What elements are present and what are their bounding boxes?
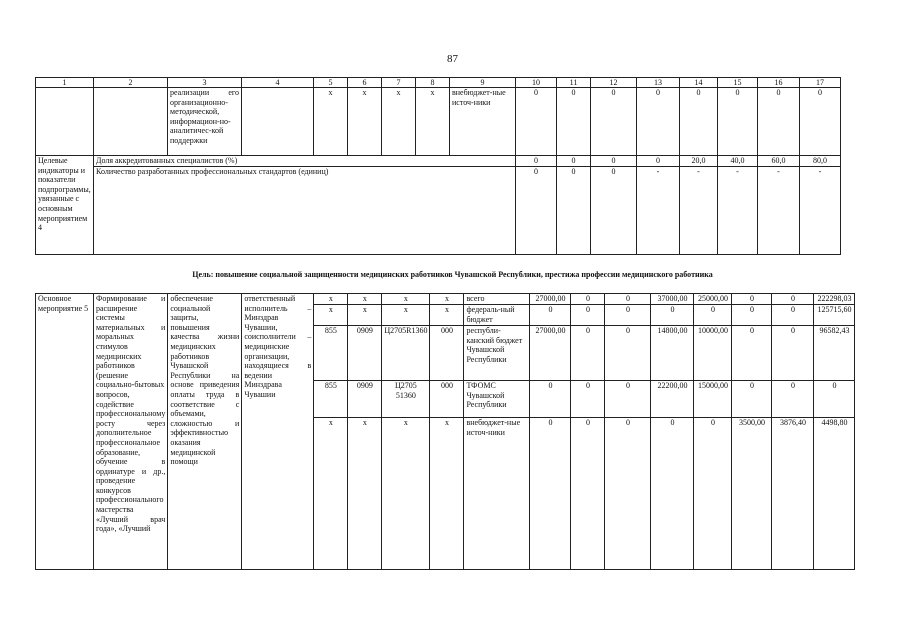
code-cell: х	[314, 294, 348, 305]
funding-source: всего	[464, 294, 530, 305]
header-cell: 1	[36, 78, 94, 88]
value-cell: 15000,00	[694, 381, 732, 418]
table-bottom	[35, 293, 855, 570]
value-cell: 0	[571, 305, 605, 326]
value-cell: 0	[571, 381, 605, 418]
value-cell: 0	[571, 326, 605, 381]
indicator-name: Доля аккредитованных специалистов (%)	[94, 156, 516, 167]
value-cell: -	[718, 167, 758, 255]
value-cell: 0	[732, 305, 772, 326]
header-cell: 4	[242, 78, 314, 88]
header-cell: 15	[718, 78, 758, 88]
funding-source: внебюджет-ные источ-ники	[450, 88, 516, 156]
measure-executor: ответственный исполнитель – Минздрав Чувашии, соисполнители – медицинские организации, находящиеся в ведении Минздрава Чувашии	[242, 294, 314, 570]
value-cell: 0	[605, 381, 651, 418]
value-cell: 0	[772, 326, 814, 381]
value-cell: 0	[516, 88, 557, 156]
value-cell: 0	[571, 418, 605, 570]
value-cell: 0	[605, 418, 651, 570]
table-row	[36, 156, 841, 167]
value-cell: 27000,00	[530, 294, 571, 305]
value-cell: 60,0	[758, 156, 800, 167]
code-cell: х	[348, 294, 382, 305]
value-cell: 0	[694, 418, 732, 570]
code-cell: х	[430, 305, 464, 326]
value-cell: 0	[591, 156, 637, 167]
value-cell: 0	[732, 381, 772, 418]
value-cell: 0	[814, 381, 855, 418]
goal-heading: Цель: повышение социальной защищенности медицинских работников Чувашской Республики, престижа профессии медицинского работника	[192, 270, 713, 279]
header-cell: 11	[557, 78, 591, 88]
indicator-name: Количество разработанных профессиональных стандартов (единиц)	[94, 167, 516, 255]
header-cell: 9	[450, 78, 516, 88]
value-cell: 3876,40	[772, 418, 814, 570]
code-cell: х	[382, 294, 430, 305]
funding-source: республи-канский бюджет Чувашской Республики	[464, 326, 530, 381]
value-cell: 0	[732, 326, 772, 381]
code-cell: х	[348, 305, 382, 326]
header-cell: 3	[168, 78, 242, 88]
measure-description: Формирование и расширение системы материальных и моральных стимулов медицинских работников (решение социально-бытовых вопросов, содействие профессиональному росту через дополнительное профессиональное образование, обучение в ординатуре и др., проведение конкурсов профессионального мастерства «Лучший врач года», «Лучший	[94, 294, 168, 570]
value-cell: -	[758, 167, 800, 255]
value-cell: 4498,80	[814, 418, 855, 570]
header-cell: 7	[382, 78, 416, 88]
empty-cell	[36, 88, 94, 156]
code-cell: х	[348, 418, 382, 570]
value-cell: 0	[651, 418, 694, 570]
funding-source: внебюджет-ные источ-ники	[464, 418, 530, 570]
code-cell: 0909	[348, 381, 382, 418]
value-cell: -	[680, 167, 718, 255]
value-cell: 0	[637, 156, 680, 167]
value-cell: 0	[732, 294, 772, 305]
code-cell: х	[430, 294, 464, 305]
task-text: реализации его организационно-методической, информацион-но-аналитичес-кой поддержки	[168, 88, 242, 156]
value-cell: 0	[516, 167, 557, 255]
header-cell: 14	[680, 78, 718, 88]
code-cell: х	[348, 88, 382, 156]
table-top	[35, 77, 841, 255]
value-cell: -	[637, 167, 680, 255]
value-cell: 3500,00	[732, 418, 772, 570]
header-cell: 2	[94, 78, 168, 88]
measure-title: Основное мероприятие 5	[36, 294, 94, 570]
code-cell: 855	[314, 381, 348, 418]
table-row	[36, 294, 855, 305]
value-cell: 0	[694, 305, 732, 326]
value-cell: 25000,00	[694, 294, 732, 305]
code-cell: 855	[314, 326, 348, 381]
value-cell: 0	[530, 305, 571, 326]
value-cell: 0	[718, 88, 758, 156]
value-cell: 0	[530, 418, 571, 570]
value-cell: 0	[516, 156, 557, 167]
value-cell: 222298,03	[814, 294, 855, 305]
code-cell: х	[314, 305, 348, 326]
value-cell: -	[800, 167, 841, 255]
value-cell: 0	[651, 305, 694, 326]
value-cell: 0	[680, 88, 718, 156]
code-cell: х	[416, 88, 450, 156]
header-cell: 6	[348, 78, 382, 88]
value-cell: 125715,60	[814, 305, 855, 326]
empty-cell	[242, 88, 314, 156]
value-cell: 0	[637, 88, 680, 156]
value-cell: 14800,00	[651, 326, 694, 381]
value-cell: 0	[557, 156, 591, 167]
code-cell: 000	[430, 326, 464, 381]
empty-cell	[94, 88, 168, 156]
value-cell: 0	[772, 305, 814, 326]
funding-source: федераль-ный бюджет	[464, 305, 530, 326]
targets-label: Целевые индикаторы и показатели подпрограммы, увязанные с основным мероприятием 4	[36, 156, 94, 255]
value-cell: 0	[571, 294, 605, 305]
value-cell: 0	[800, 88, 841, 156]
code-cell: Ц2705 51360	[382, 381, 430, 418]
measure-goal: обеспечение социальной защиты, повышения качества жизни медицинских работников Чувашской Республики на основе приведения оплаты труда в соответствие с объемами, сложностью и эффективностью оказания медицинской помощи	[168, 294, 242, 570]
code-cell: 000	[430, 381, 464, 418]
value-cell: 0	[605, 326, 651, 381]
header-cell: 13	[637, 78, 680, 88]
value-cell: 96582,43	[814, 326, 855, 381]
header-cell: 17	[800, 78, 841, 88]
code-cell: х	[314, 418, 348, 570]
value-cell: 0	[758, 88, 800, 156]
page-number: 87	[447, 53, 458, 65]
column-number-row	[36, 78, 841, 88]
value-cell: 37000,00	[651, 294, 694, 305]
code-cell: 0909	[348, 326, 382, 381]
value-cell: 0	[605, 294, 651, 305]
code-cell: Ц2705R1360	[382, 326, 430, 381]
value-cell: 0	[530, 381, 571, 418]
value-cell: 0	[605, 305, 651, 326]
value-cell: 0	[772, 294, 814, 305]
code-cell: х	[430, 418, 464, 570]
value-cell: 22200,00	[651, 381, 694, 418]
header-cell: 10	[516, 78, 557, 88]
header-cell: 8	[416, 78, 450, 88]
value-cell: 0	[557, 88, 591, 156]
header-cell: 16	[758, 78, 800, 88]
value-cell: 80,0	[800, 156, 841, 167]
value-cell: 40,0	[718, 156, 758, 167]
value-cell: 20,0	[680, 156, 718, 167]
header-cell: 5	[314, 78, 348, 88]
value-cell: 0	[557, 167, 591, 255]
code-cell: х	[314, 88, 348, 156]
value-cell: 0	[591, 167, 637, 255]
value-cell: 0	[772, 381, 814, 418]
table-row	[36, 167, 841, 255]
code-cell: х	[382, 418, 430, 570]
funding-source: ТФОМС Чувашской Республики	[464, 381, 530, 418]
code-cell: х	[382, 305, 430, 326]
table-row	[36, 88, 841, 156]
code-cell: х	[382, 88, 416, 156]
value-cell: 27000,00	[530, 326, 571, 381]
header-cell: 12	[591, 78, 637, 88]
value-cell: 0	[591, 88, 637, 156]
value-cell: 10000,00	[694, 326, 732, 381]
